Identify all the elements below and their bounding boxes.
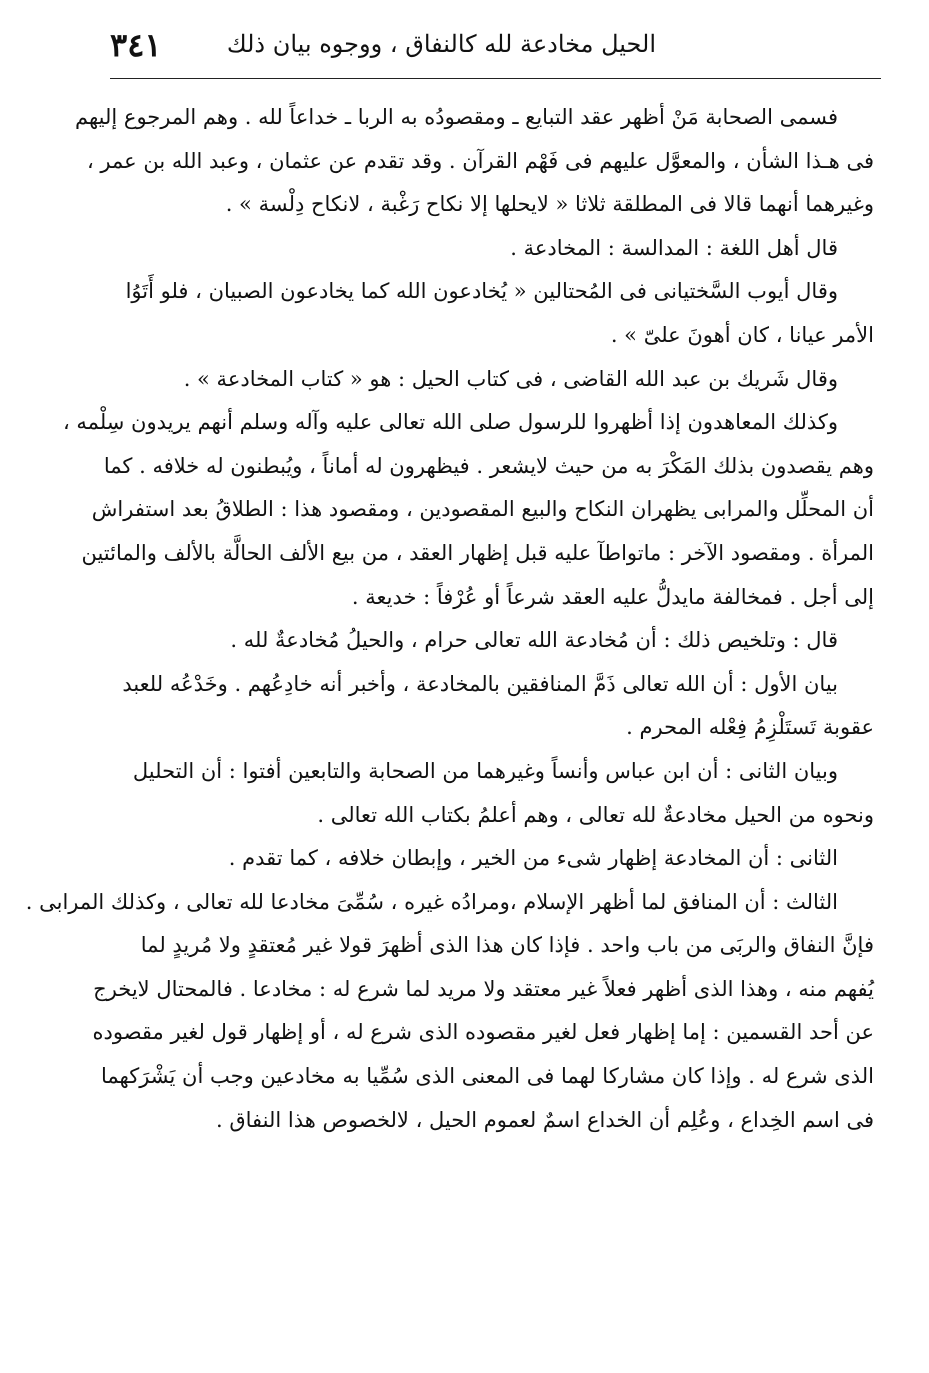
header-rule bbox=[110, 78, 881, 79]
text-line: وبيان الثانى : أن ابن عباس وأنساً وغيرهما من الصحابة والتابعين أفتوا : أن التحليل bbox=[132, 758, 838, 783]
text-line: وقال شَريك بن عبد الله القاضى ، فى كتاب الحيل : هو « كتاب المخادعة » . bbox=[183, 366, 838, 391]
text-line: فإنَّ النفاق والربَى من باب واحد . فإذا كان هذا الذى أظهرَ قولا غير مُعتقدٍ ولا مُريدٍ لما bbox=[140, 933, 874, 958]
text-line: الثالث : أن المنافق لما أظهر الإسلام ،ومرادُه غيره ، سُمِّىَ مخادعا لله تعالى ، وكذلك المرابى . bbox=[25, 889, 838, 914]
running-header bbox=[110, 24, 881, 74]
text-line: بيان الأول : أن الله تعالى ذَمَّ المنافقين بالمخادعة ، وأخبر أنه خادِعُهم . وخَدْعُه للعبد bbox=[122, 671, 838, 696]
text-line: قال أهل اللغة : المدالسة : المخادعة . bbox=[510, 235, 838, 260]
text-line: وهم يقصدون بذلك المَكْرَ به من حيث لايشعر . فيظهرون له أماناً ، ويُبطنون له خلافه . كما bbox=[103, 453, 874, 478]
text-line: الأمر عيانا ، كان أهونَ علىّ » . bbox=[610, 322, 874, 347]
text-line: وغيرهما أنهما قالا فى المطلقة ثلاثا « لايحلها إلا نكاح رَغْبة ، لانكاح دِلْسة » . bbox=[225, 192, 874, 217]
text-line: وكذلك المعاهدون إذا أظهروا للرسول صلى الله تعالى عليه وآله وسلم أنهم يريدون سِلْمه ، bbox=[62, 410, 838, 435]
page-body-text bbox=[25, 96, 874, 1142]
text-line: المرأة . ومقصود الآخر : ماتواطآ عليه قبل إظهار العقد ، من بيع الألف الحالَّة بالألف والمائتين bbox=[81, 540, 874, 565]
text-line: إلى أجل . فمخالفة مايدلُّ عليه العقد شرعاً أو عُرْفاً : خديعة . bbox=[351, 584, 874, 609]
text-line: عن أحد القسمين : إما إظهار فعل لغير مقصوده الذى شرع له ، أو إظهار قول لغير مقصوده bbox=[92, 1020, 874, 1045]
chapter-title: الحيل مخادعة لله كالنفاق ، ووجوه بيان ذلك bbox=[226, 30, 656, 58]
text-line: الذى شرع له . وإذا كان مشاركا لهما فى المعنى الذى سُمِّيا به مخادعين وجب أن يَشْرَكهما bbox=[100, 1064, 874, 1089]
text-line: قال : وتلخيص ذلك : أن مُخادعة الله تعالى حرام ، والحيلُ مُخادعةٌ لله . bbox=[230, 628, 838, 653]
text-line: عقوبة تَستَلْزِمُ فِعْله المحرم . bbox=[626, 715, 874, 740]
text-line: الثانى : أن المخادعة إظهار شىء من الخير ، وإبطان خلافه ، كما تقدم . bbox=[228, 846, 838, 871]
text-line: ونحوه من الحيل مخادعةٌ لله تعالى ، وهم أعلمُ بكتاب الله تعالى . bbox=[317, 802, 874, 827]
text-line: وقال أيوب السَّختيانى فى المُحتالين « يُخادعون الله كما يخادعون الصبيان ، فلو أَتَوُا bbox=[125, 279, 838, 304]
page-number: ٣٤١ bbox=[110, 26, 162, 64]
text-line: فسمى الصحابة مَنْ أظهر عقد التبايع ـ ومقصودُه به الربا ـ خداعاً لله . وهم المرجوع إليهم bbox=[75, 105, 838, 129]
text-line: أن المحلِّل والمرابى يظهران النكاح والبيع المقصودين ، ومقصود هذا : الطلاقُ بعد استفراش bbox=[91, 497, 874, 522]
text-line: يُفهم منه ، وهذا الذى أظهر فعلاً غير معتقد ولا مريد لما شرع له : مخادعا . فالمحتال لايخرج bbox=[93, 976, 874, 1001]
text-line: فى هـذا الشأن ، والمعوَّل عليهم فى فَهْم القرآن . وقد تقدم عن عثمان ، وعبد الله بن عمر ، bbox=[86, 148, 874, 173]
text-line: فى اسم الخِداع ، وعُلِم أن الخداع اسمٌ لعموم الحيل ، لالخصوص هذا النفاق . bbox=[216, 1107, 874, 1132]
